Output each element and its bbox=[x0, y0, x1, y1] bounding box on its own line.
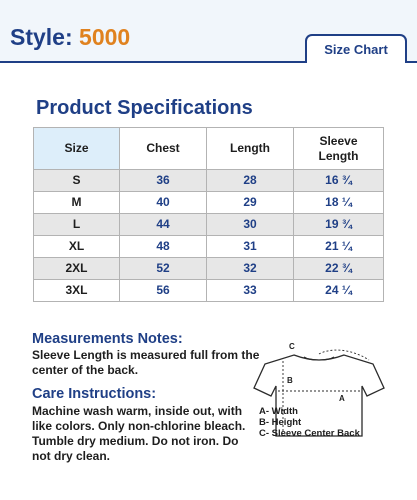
length-cell: 30 bbox=[207, 214, 294, 236]
column-header-size: Size bbox=[34, 128, 120, 170]
style-label: Style: bbox=[10, 24, 73, 50]
size-spec-table bbox=[33, 127, 384, 302]
chest-cell: 40 bbox=[120, 192, 207, 214]
measurements-notes-text: Sleeve Length is measured full from the center of the back. bbox=[32, 348, 260, 377]
size-cell: 3XL bbox=[34, 280, 120, 302]
length-cell: 32 bbox=[207, 258, 294, 280]
chest-cell: 52 bbox=[120, 258, 207, 280]
table-header-row bbox=[34, 128, 384, 170]
measurements-notes-title: Measurements Notes: bbox=[32, 331, 183, 347]
style-title bbox=[10, 24, 130, 50]
legend-sleeve-center-back: C- Sleeve Center Back bbox=[259, 428, 360, 439]
length-cell: 28 bbox=[207, 170, 294, 192]
size-chart-tab[interactable] bbox=[305, 34, 407, 63]
size-cell: S bbox=[34, 170, 120, 192]
diagram-label-c: C bbox=[289, 342, 295, 351]
diagram-label-a: A bbox=[339, 394, 345, 403]
diagram-legend bbox=[259, 406, 360, 439]
legend-height: B- Height bbox=[259, 417, 302, 428]
table-row bbox=[34, 258, 384, 280]
diagram-label-b: B bbox=[287, 376, 293, 385]
size-chart-tab-label: Size Chart bbox=[324, 42, 388, 57]
care-instructions-title: Care Instructions: bbox=[32, 386, 157, 402]
sleeve-length-header-text: Sleeve Length bbox=[318, 133, 359, 163]
chest-cell: 44 bbox=[120, 214, 207, 236]
size-cell: L bbox=[34, 214, 120, 236]
size-cell: 2XL bbox=[34, 258, 120, 280]
column-header-chest: Chest bbox=[120, 128, 207, 170]
table-row bbox=[34, 214, 384, 236]
legend-width: A- Width bbox=[259, 406, 298, 417]
chest-cell: 56 bbox=[120, 280, 207, 302]
size-cell: XL bbox=[34, 236, 120, 258]
sleeve-cell: 22 ¾ bbox=[294, 258, 384, 280]
chest-cell: 48 bbox=[120, 236, 207, 258]
table-row bbox=[34, 236, 384, 258]
column-header-length: Length bbox=[207, 128, 294, 170]
sleeve-cell: 18 ¼ bbox=[294, 192, 384, 214]
spec-title: Product Specifications bbox=[36, 97, 253, 119]
table-row bbox=[34, 192, 384, 214]
sleeve-cell: 19 ¾ bbox=[294, 214, 384, 236]
table-row bbox=[34, 280, 384, 302]
sleeve-cell: 21 ¼ bbox=[294, 236, 384, 258]
column-header-sleeve-length bbox=[294, 128, 384, 170]
size-cell: M bbox=[34, 192, 120, 214]
style-number: 5000 bbox=[79, 24, 131, 50]
table-row bbox=[34, 170, 384, 192]
length-cell: 31 bbox=[207, 236, 294, 258]
length-cell: 33 bbox=[207, 280, 294, 302]
chest-cell: 36 bbox=[120, 170, 207, 192]
sleeve-cell: 24 ¼ bbox=[294, 280, 384, 302]
sleeve-cell: 16 ¾ bbox=[294, 170, 384, 192]
length-cell: 29 bbox=[207, 192, 294, 214]
care-instructions-text: Machine wash warm, inside out, with like colors. Only non-chlorine bleach. Tumble dry medium. Do not iron. Do not dry clean. bbox=[32, 404, 246, 463]
